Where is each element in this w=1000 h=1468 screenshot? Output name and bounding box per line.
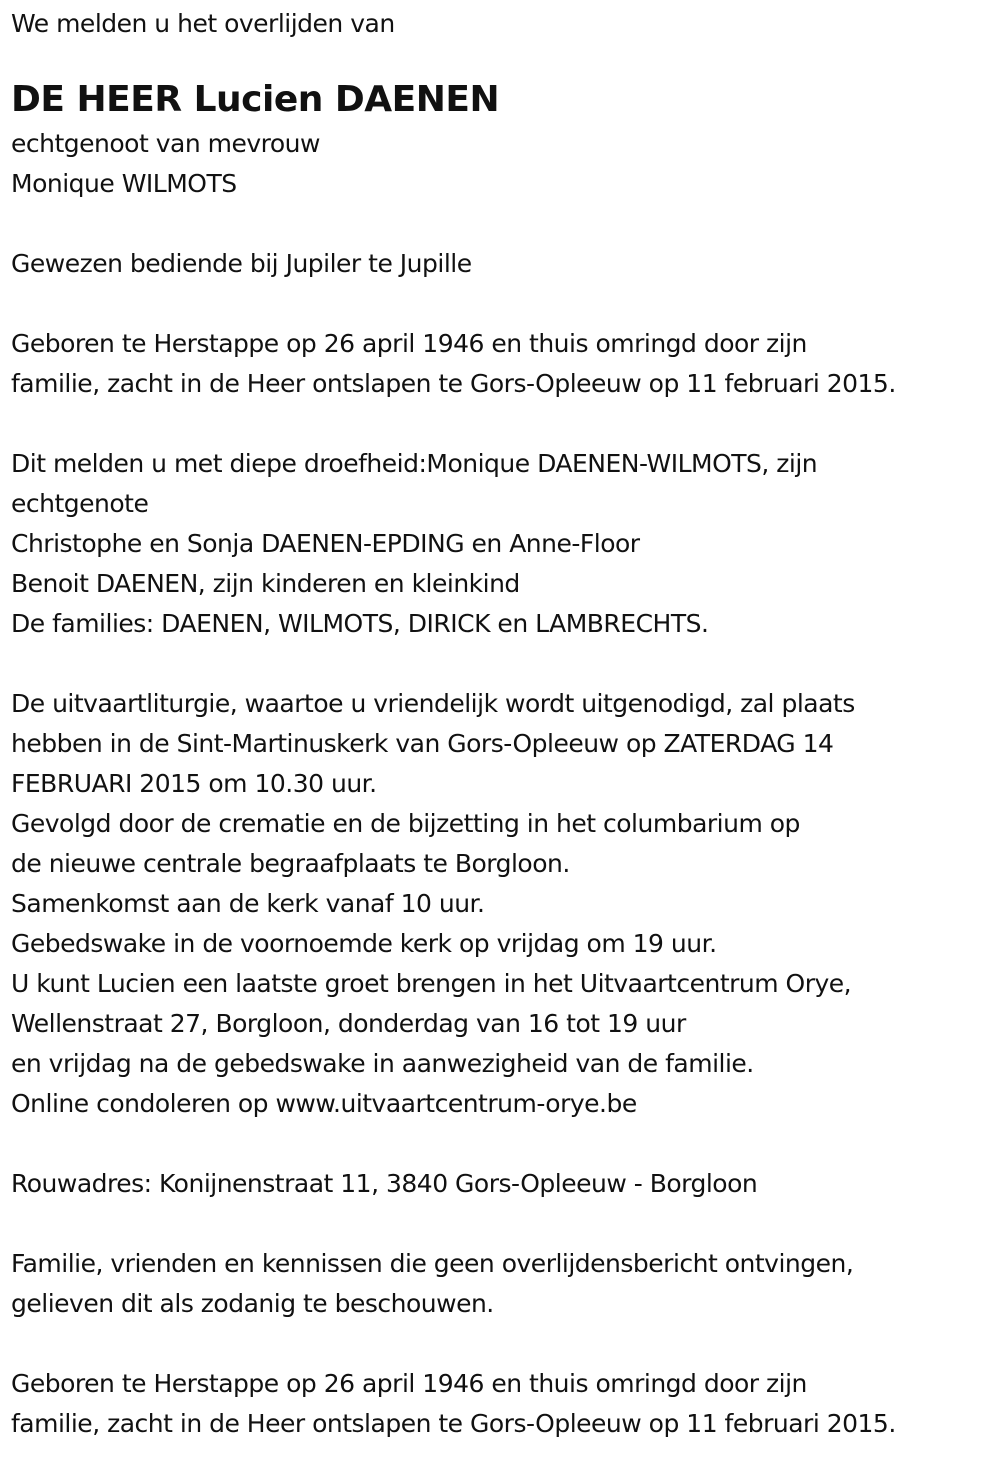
- funeral-line: Samenkomst aan de kerk vanaf 10 uur.: [11, 889, 485, 918]
- funeral-line: hebben in de Sint-Martinuskerk van Gors-Opleeuw op ZATERDAG 14: [11, 729, 834, 758]
- birth-death-repeat-line: familie, zacht in de Heer ontslapen te Gors-Opleeuw op 11 februari 2015.: [11, 1409, 896, 1438]
- family-line: echtgenote: [11, 489, 149, 518]
- funeral-line: De uitvaartliturgie, waartoe u vriendelijk wordt uitgenodigd, zal plaats: [11, 689, 855, 718]
- funeral-line: U kunt Lucien een laatste groet brengen in het Uitvaartcentrum Orye,: [11, 969, 852, 998]
- family-line: Christophe en Sonja DAENEN-EPDING en Anne-Floor: [11, 529, 640, 558]
- closing-line: Familie, vrienden en kennissen die geen overlijdensbericht ontvingen,: [11, 1249, 854, 1278]
- spacer: [11, 404, 996, 444]
- obituary-document: [11, 4, 996, 1444]
- funeral-line: FEBRUARI 2015 om 10.30 uur.: [11, 769, 377, 798]
- funeral-line: de nieuwe centrale begraafplaats te Borgloon.: [11, 849, 570, 878]
- funeral-line: Gebedswake in de voornoemde kerk op vrijdag om 19 uur.: [11, 929, 717, 958]
- occupation-text: Gewezen bediende bij Jupiler te Jupille: [11, 249, 472, 278]
- closing-line: gelieven dit als zodanig te beschouwen.: [11, 1289, 494, 1318]
- spacer: [11, 644, 996, 684]
- family-line: Dit melden u met diepe droefheid:Monique DAENEN-WILMOTS, zijn: [11, 449, 818, 478]
- spacer: [11, 1324, 996, 1364]
- birth-death-line: Geboren te Herstappe op 26 april 1946 en thuis omringd door zijn: [11, 329, 807, 358]
- intro-text: We melden u het overlijden van: [11, 9, 395, 38]
- funeral-line: en vrijdag na de gebedswake in aanwezigheid van de familie.: [11, 1049, 754, 1078]
- spacer: [11, 1204, 996, 1244]
- spouse-line-1: echtgenoot van mevrouw: [11, 129, 320, 158]
- birth-death-line: familie, zacht in de Heer ontslapen te Gors-Opleeuw op 11 februari 2015.: [11, 369, 896, 398]
- spacer: [11, 284, 996, 324]
- birth-death-repeat-line: Geboren te Herstappe op 26 april 1946 en thuis omringd door zijn: [11, 1369, 807, 1398]
- spouse-line-2: Monique WILMOTS: [11, 169, 237, 198]
- mourning-address: Rouwadres: Konijnenstraat 11, 3840 Gors-Opleeuw - Borgloon: [11, 1169, 758, 1198]
- deceased-name: DE HEER Lucien DAENEN: [11, 79, 500, 120]
- funeral-line: Gevolgd door de crematie en de bijzetting in het columbarium op: [11, 809, 800, 838]
- funeral-line: Wellenstraat 27, Borgloon, donderdag van 16 tot 19 uur: [11, 1009, 686, 1038]
- family-line: De families: DAENEN, WILMOTS, DIRICK en LAMBRECHTS.: [11, 609, 709, 638]
- spacer: [11, 204, 996, 244]
- spacer: [11, 1124, 996, 1164]
- family-line: Benoit DAENEN, zijn kinderen en kleinkind: [11, 569, 520, 598]
- funeral-line: Online condoleren op www.uitvaartcentrum-orye.be: [11, 1089, 637, 1118]
